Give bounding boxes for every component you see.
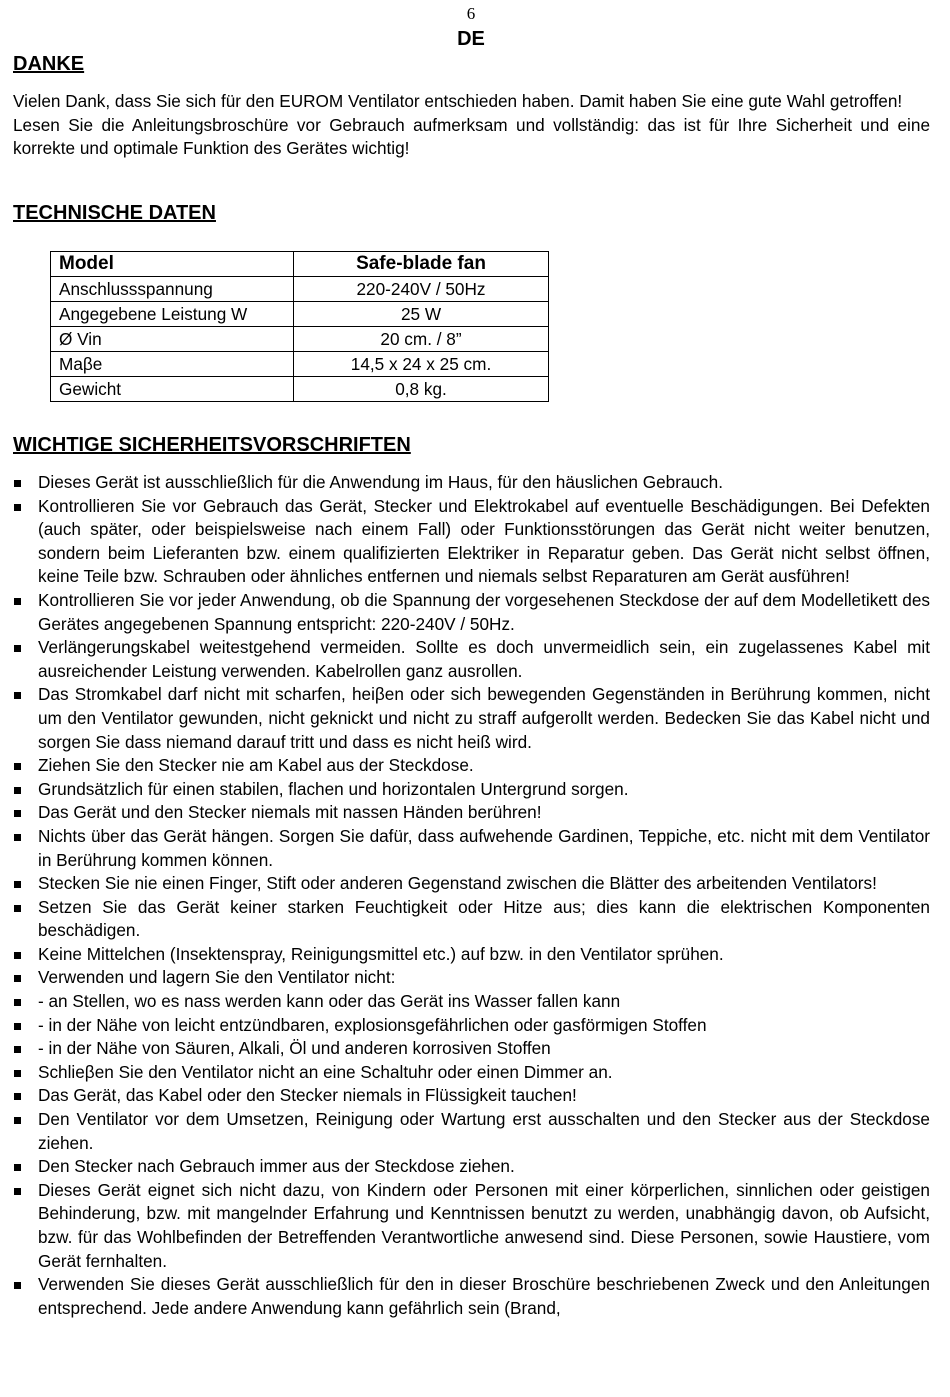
safety-list-item <box>13 778 930 802</box>
safety-list-item <box>13 1108 930 1155</box>
spec-label: Gewicht <box>51 377 294 402</box>
safety-list-item <box>13 896 930 943</box>
square-bullet-icon <box>14 1046 21 1053</box>
intro-text <box>13 90 930 161</box>
safety-item-text: Stecken Sie nie einen Finger, Stift oder anderen Gegenstand zwischen die Blätter des arbeitenden Ventilators! <box>38 873 877 894</box>
safety-list-item <box>13 636 930 683</box>
spec-row <box>51 302 549 327</box>
square-bullet-icon <box>14 1117 21 1124</box>
safety-list-item <box>13 943 930 967</box>
safety-item-text: Keine Mittelchen (Insektenspray, Reinigungsmittel etc.) auf bzw. in den Ventilator sprühen. <box>38 943 724 964</box>
safety-list-item <box>13 1179 930 1273</box>
safety-item-text: Nichts über das Gerät hängen. Sorgen Sie dafür, dass aufwehende Gardinen, Teppiche, etc. nicht mit dem Ventilator in Berührung kommen können. <box>38 825 930 870</box>
spec-value: 20 cm. / 8” <box>294 327 549 352</box>
spec-value: 25 W <box>294 302 549 327</box>
safety-list-item <box>13 589 930 636</box>
safety-item-text: - an Stellen, wo es nass werden kann oder das Gerät ins Wasser fallen kann <box>38 991 621 1012</box>
spec-value: 220-240V / 50Hz <box>294 277 549 302</box>
safety-list-item <box>13 825 930 872</box>
safety-list-item <box>13 1155 930 1179</box>
square-bullet-icon <box>14 504 21 511</box>
safety-item-text: Das Gerät und den Stecker niemals mit nassen Händen berühren! <box>38 802 542 823</box>
danke-heading: DANKE <box>13 53 85 75</box>
square-bullet-icon <box>14 881 21 888</box>
square-bullet-icon <box>14 1188 21 1195</box>
safety-item-text: Dieses Gerät ist ausschließlich für die Anwendung im Haus, für den häuslichen Gebrauch. <box>38 472 723 492</box>
square-bullet-icon <box>14 975 21 982</box>
square-bullet-icon <box>14 1070 21 1077</box>
intro-paragraph: Lesen Sie die Anleitungsbroschüre vor Gebrauch aufmerksam und vollständig: das ist für Ihre Sicherheit und eine korrekte und optimale Funktion des Gerätes wichtig! <box>13 114 930 159</box>
spec-label: Angegebene Leistung W <box>51 302 294 327</box>
square-bullet-icon <box>14 952 21 959</box>
safety-list-item <box>13 1014 930 1038</box>
square-bullet-icon <box>14 1282 21 1289</box>
square-bullet-icon <box>14 1164 21 1171</box>
spec-label: Maβe <box>51 352 294 377</box>
safety-list-item <box>13 683 930 754</box>
square-bullet-icon <box>14 598 21 605</box>
square-bullet-icon <box>14 480 21 487</box>
spec-row <box>51 252 549 277</box>
safety-list-item <box>13 495 930 589</box>
safety-item-text: Ziehen Sie den Stecker nie am Kabel aus der Steckdose. <box>38 755 474 776</box>
square-bullet-icon <box>14 905 21 912</box>
safety-item-text: Dieses Gerät eignet sich nicht dazu, von Kindern oder Personen mit einer körperlichen, sinnlichen oder geistigen Behinderung, bzw. mit mangelnder Erfahrung und Kenntnissen benutzt zu werden, unabhängig davon, ob Aufsicht, bzw. für das Wohlbefinden der Betreffenden Verantwortliche anwesend sind. Diese Personen, sowie Haustiere, vom Gerät fernhalten. <box>38 1179 930 1271</box>
safety-heading: WICHTIGE SICHERHEITSVORSCHRIFTEN <box>13 434 411 456</box>
safety-item-text: Das Stromkabel darf nicht mit scharfen, heiβen oder sich bewegenden Gegenständen in Berührung kommen, nicht um den Ventilator gewunden, nicht geknickt und nicht zu straff aufgerollt werden. Bedecken Sie das Kabel nicht und sorgen Sie dass niemand darauf tritt und dass es nicht heiß wird. <box>38 684 930 752</box>
intro-paragraph: Vielen Dank, dass Sie sich für den EUROM Ventilator entschieden haben. Damit haben Sie eine gute Wahl getroffen! <box>13 91 903 111</box>
language-code: DE <box>457 28 485 50</box>
square-bullet-icon <box>14 692 21 699</box>
spec-label: Ø Vin <box>51 327 294 352</box>
spec-row <box>51 377 549 402</box>
square-bullet-icon <box>14 645 21 652</box>
safety-list-item <box>13 1273 930 1320</box>
spec-value: 0,8 kg. <box>294 377 549 402</box>
safety-list-item <box>13 990 930 1014</box>
safety-item-text: - in der Nähe von Säuren, Alkali, Öl und anderen korrosiven Stoffen <box>38 1038 551 1059</box>
safety-item-text: Das Gerät, das Kabel oder den Stecker niemals in Flüssigkeit tauchen! <box>38 1085 577 1106</box>
square-bullet-icon <box>14 999 21 1006</box>
square-bullet-icon <box>14 810 21 817</box>
safety-list-item <box>13 966 930 990</box>
page-number: 6 <box>466 4 476 23</box>
square-bullet-icon <box>14 1093 21 1100</box>
square-bullet-icon <box>14 834 21 841</box>
safety-list-item <box>13 754 930 778</box>
safety-item-text: Verwenden Sie dieses Gerät ausschließlich für den in dieser Broschüre beschriebenen Zweck und den Anleitungen entsprechend. Jede andere Anwendung kann gefährlich sein (Brand, <box>38 1274 930 1318</box>
spec-label: Model <box>51 252 294 277</box>
safety-item-text: Grundsätzlich für einen stabilen, flachen und horizontalen Untergrund sorgen. <box>38 778 629 799</box>
square-bullet-icon <box>14 763 21 770</box>
safety-item-text: Kontrollieren Sie vor Gebrauch das Gerät, Stecker und Elektrokabel auf eventuelle Beschädigungen. Bei Defekten (auch später, oder beispielsweise nach einem Fall) oder Funktionsstörungen das Gerät nicht weiter benutzen, sondern beim Lieferanten bzw. einem qualifizierten Elektriker in Reparatur geben. Das Gerät nicht selbst öffnen, keine Teile bzw. Schrauben oder ähnliches entfernen und niemals selbst Reparaturen am Gerät ausführen! <box>38 495 930 587</box>
safety-list <box>13 471 930 1320</box>
safety-list-item <box>13 1037 930 1061</box>
safety-item-text: Verlängerungskabel weitestgehend vermeiden. Sollte es doch unvermeidlich sein, ein zugelassenes Kabel mit ausreichender Leistung verwenden. Kabelrollen ganz ausrollen. <box>38 637 930 681</box>
safety-item-text: - in der Nähe von leicht entzündbaren, explosionsgefährlichen oder gasförmigen Stoffen <box>38 1014 707 1035</box>
square-bullet-icon <box>14 1023 21 1030</box>
safety-list-item <box>13 1061 930 1085</box>
safety-list-item <box>13 1084 930 1108</box>
spec-value: Safe-blade fan <box>294 252 549 277</box>
square-bullet-icon <box>14 787 21 794</box>
safety-item-text: Den Ventilator vor dem Umsetzen, Reinigung oder Wartung erst ausschalten und den Stecker aus der Steckdose ziehen. <box>38 1109 930 1153</box>
tech-data-heading: TECHNISCHE DATEN <box>13 202 216 224</box>
safety-item-text: Kontrollieren Sie vor jeder Anwendung, ob die Spannung der vorgesehenen Steckdose der auf dem Modelletikett des Gerätes angegebenen Spannung entspricht: 220-240V / 50Hz. <box>38 589 930 634</box>
safety-item-text: Setzen Sie das Gerät keiner starken Feuchtigkeit oder Hitze aus; dies kann die elektrischen Komponenten beschädigen. <box>38 896 930 941</box>
spec-row <box>51 352 549 377</box>
safety-list-item <box>13 872 930 896</box>
safety-item-text: Verwenden und lagern Sie den Ventilator nicht: <box>38 967 396 988</box>
spec-row <box>51 327 549 352</box>
safety-item-text: Den Stecker nach Gebrauch immer aus der Steckdose ziehen. <box>38 1156 515 1177</box>
safety-list-item <box>13 801 930 825</box>
spec-row <box>51 277 549 302</box>
spec-value: 14,5 x 24 x 25 cm. <box>294 352 549 377</box>
safety-list-item <box>13 471 930 495</box>
spec-label: Anschlussspannung <box>51 277 294 302</box>
safety-item-text: Schlieβen Sie den Ventilator nicht an eine Schaltuhr oder einen Dimmer an. <box>38 1061 613 1082</box>
spec-table <box>50 251 549 402</box>
